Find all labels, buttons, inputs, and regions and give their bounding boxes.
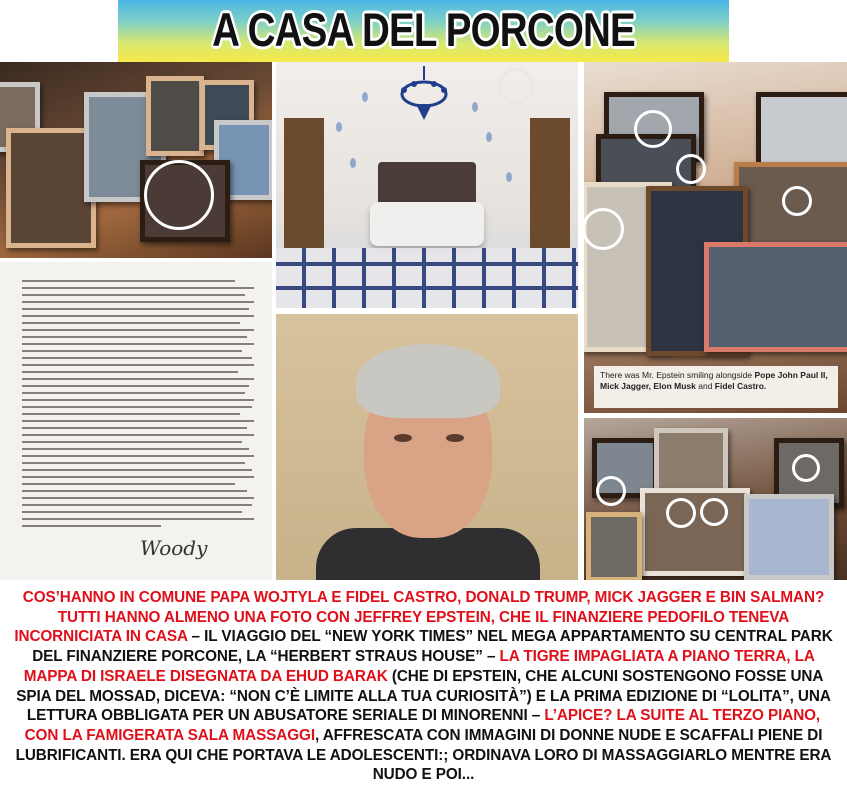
article-highlight: COS’HANNO IN COMUNE PAPA WOJTYLA E FIDEL CASTRO, DONALD TRUMP, MICK JAGGER E BIN SALMAN? TUTTI HANNO ALMENO UNA FOTO CON JEFFREY EPSTEIN, CHE IL FINANZIERE PEDOFILO TENEVA INCORNICIATA IN CASA (14, 589, 825, 646)
letter-line (22, 476, 254, 478)
letter-line (22, 511, 242, 513)
photo-framed-pictures-left (0, 62, 272, 258)
highlight-circle (634, 110, 672, 148)
article-summary (10, 588, 837, 785)
letter-line (22, 294, 245, 296)
picture-frame (744, 494, 834, 580)
letter-line (22, 350, 242, 352)
picture-frame (6, 128, 96, 248)
caption-names: Pope John Paul II, Mick Jagger, Elon Musk (600, 370, 828, 392)
letter-line (22, 413, 240, 415)
letter-line (22, 315, 254, 317)
photo-framed-pictures-right (584, 62, 847, 413)
caption-text: There was Mr. Epstein smiling alongside (600, 370, 755, 380)
letter-line (22, 518, 254, 520)
highlight-circle (596, 476, 626, 506)
letter-line (22, 343, 254, 345)
letter-line (22, 490, 247, 492)
letter-line (22, 455, 254, 457)
door-left (284, 118, 324, 248)
letter-line (22, 483, 235, 485)
photo-bedroom (276, 62, 578, 308)
door-right (530, 118, 570, 248)
letter-line (22, 406, 252, 408)
highlight-circle (792, 454, 820, 482)
letter-line (22, 427, 247, 429)
picture-frame (146, 76, 204, 156)
letter-line (22, 280, 235, 282)
letter-line (22, 441, 242, 443)
letter-line (22, 364, 254, 366)
article-highlight: LA TIGRE IMPAGLIATA A PIANO TERRA, LA MAPPA DI ISRAELE DISEGNATA DA EHUD BARAK (23, 648, 815, 685)
patterned-floor (276, 248, 578, 308)
photo-typed-letter (0, 262, 272, 580)
letter-line (22, 301, 254, 303)
title-banner (118, 0, 729, 62)
article-text: – IL VIAGGIO DEL “NEW YORK TIMES” NEL MEGA APPARTAMENTO SU CENTRAL PARK DEL FINANZIERE PORCONE, LA “HERBERT STRAUS HOUSE” – (32, 628, 833, 666)
letter-line (22, 287, 254, 289)
letter-line (22, 371, 238, 373)
photo-caption (594, 366, 838, 408)
letter-line (22, 357, 252, 359)
letter-line (22, 399, 254, 401)
highlight-circle (144, 160, 214, 230)
caption-names: Fidel Castro. (714, 381, 767, 392)
letter-line (22, 336, 247, 338)
chandelier-icon (396, 66, 452, 122)
letter-line (22, 385, 249, 387)
photo-portrait (276, 314, 578, 580)
letter-text-lines (22, 280, 254, 532)
letter-line (22, 378, 254, 380)
page-title: A CASA DEL PORCONE (212, 3, 635, 56)
highlight-circle (498, 68, 534, 104)
letter-line (22, 497, 254, 499)
picture-frame (704, 242, 847, 352)
picture-frame (586, 512, 642, 580)
bed (370, 202, 484, 246)
picture-frame (640, 488, 750, 576)
highlight-circle (666, 498, 696, 528)
highlight-circle (700, 498, 728, 526)
letter-line (22, 420, 254, 422)
highlight-circle (782, 186, 812, 216)
letter-line (22, 469, 252, 471)
article-highlight: L’APICE? LA SUITE AL TERZO PIANO, CON LA FAMIGERATA SALA MASSAGGI (24, 707, 821, 744)
letter-line (22, 525, 161, 527)
letter-line (22, 504, 252, 506)
photo-collage (0, 62, 847, 580)
highlight-circle (584, 208, 624, 250)
letter-line (22, 308, 249, 310)
article-text: , AFFRESCATA CON IMMAGINI DI DONNE NUDE E SCAFFALI PIENE DI LUBRIFICANTI. ERA QUI CHE PORTAVA LE ADOLESCENTI:; ORDINAVA LORO DI MASSAGGIARLO MENTRE ERA NUDO E POI... (15, 726, 832, 784)
highlight-circle (676, 154, 706, 184)
caption-text: and (695, 381, 715, 392)
letter-line (22, 392, 245, 394)
portrait-hair (356, 344, 500, 418)
photo-framed-pictures-table (584, 418, 847, 580)
letter-line (22, 329, 254, 331)
letter-line (22, 448, 249, 450)
letter-line (22, 462, 245, 464)
letter-signature: Woody (140, 536, 208, 560)
letter-line (22, 322, 240, 324)
article-text: (CHE DI EPSTEIN, CHE ALCUNI SOSTENGONO FOSSE UNA SPIA DEL MOSSAD, DICEVA: “NON C’È LIMITE ALLA TUA CURIOSITÀ”) E LA PRIMA EDIZIONE DI “LOLITA”, UNA LETTURA OBBLIGATA PER UN ABUSATORE SERIALE DI MINORENNI – (16, 667, 831, 725)
letter-line (22, 434, 254, 436)
